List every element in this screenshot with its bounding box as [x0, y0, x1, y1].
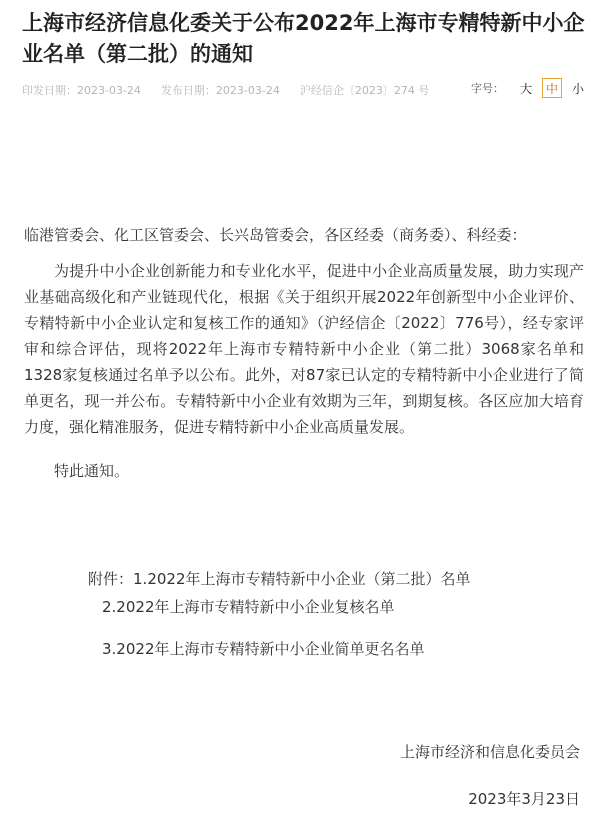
font-size-large-button[interactable]: 大	[519, 82, 532, 96]
attachment-link-3[interactable]: 3.2022年上海市专精特新中小企业简单更名名单	[102, 640, 425, 658]
issue-date: 2023年3月23日	[468, 790, 580, 808]
salutation: 临港管委会、化工区管委会、长兴岛管委会，各区经委（商务委）、科经委：	[24, 226, 527, 244]
issuer-signature: 上海市经济和信息化委员会	[399, 743, 580, 761]
body-paragraph: 为提升中小企业创新能力和专业化水平，促进中小企业高质量发展，助力实现产业基础高级化和产业链现代化，根据《关于组织开展2022年创新型中小企业评价、专精特新中小企业认定和复核工作的通知》（沪经信企〔2022〕776号），经专家评审和综合评估，现将2022年上海市专精特新中小企业（第二批）3068家名单和1328家复核通过名单予以公布。此外，对87家已认定的专精特新中小企业进行了简单更名，现一并公布。专精特新中小企业有效期为三年，到期复核。各区应加大培育力度，强化精准服务，促进专精特新中小企业高质量发展。	[24, 262, 584, 436]
attachments-list	[88, 566, 471, 662]
page-title: 上海市经济信息化委关于公布2022年上海市专精特新中小企业名单（第二批）的通知	[22, 11, 585, 66]
font-size-small-button[interactable]: 小	[571, 82, 584, 96]
closing-text: 特此通知。	[54, 462, 130, 480]
document-number: 沪经信企〔2023〕274 号	[299, 84, 430, 97]
publish-date: 发布日期：2023-03-24	[160, 84, 280, 97]
print-date: 印发日期：2023-03-24	[22, 84, 141, 97]
attachment-link-1[interactable]: 1.2022年上海市专精特新中小企业（第二批）名单	[133, 570, 471, 588]
font-size-control	[471, 78, 588, 98]
attachment-row-3	[88, 636, 471, 662]
article-body	[24, 222, 584, 484]
font-size-medium-button[interactable]: 中	[542, 78, 562, 98]
attachments-label: 附件：	[88, 570, 134, 588]
font-size-label: 字号：	[471, 82, 504, 95]
attachment-row-1	[88, 566, 471, 592]
attachment-link-2[interactable]: 2.2022年上海市专精特新中小企业复核名单	[102, 598, 395, 616]
attachment-row-2	[88, 594, 471, 620]
